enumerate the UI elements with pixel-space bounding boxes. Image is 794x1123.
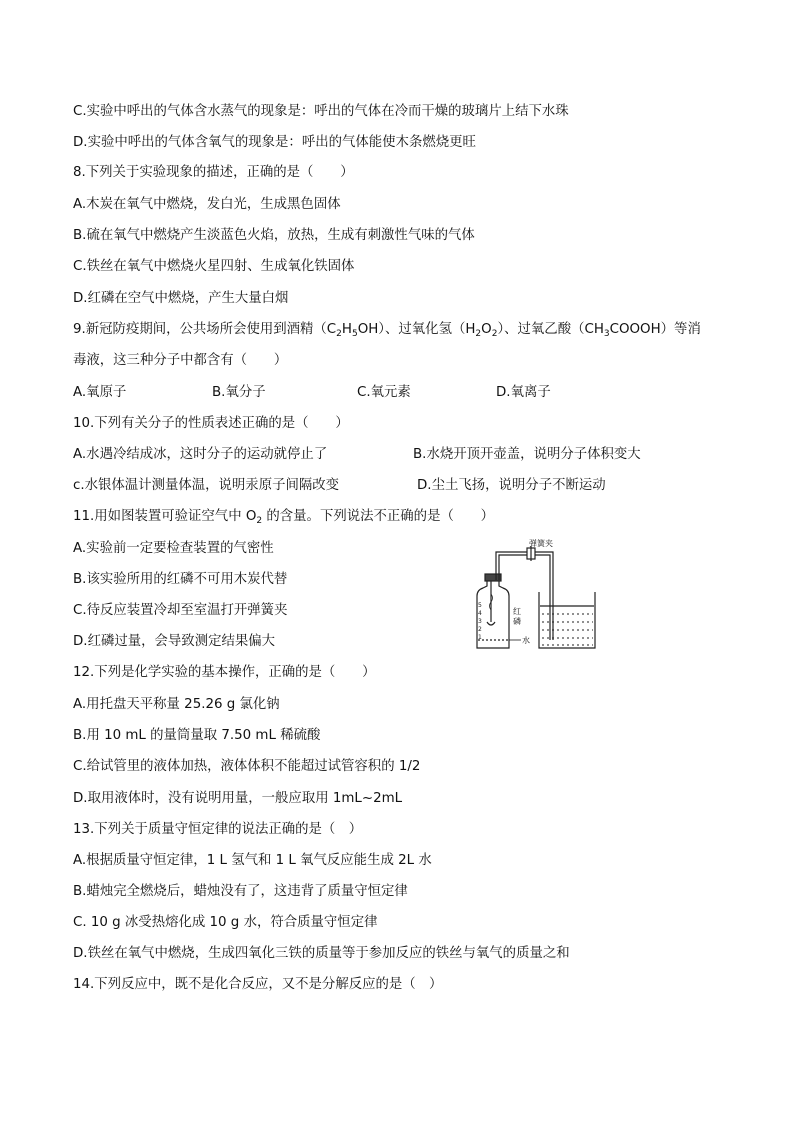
q9-stem-line2: 毒液，这三种分子中都含有（ ） [73,353,288,368]
phosphorus-spoon-bowl [487,622,495,625]
phosphorus-label [513,606,524,626]
q11-option-d: D.红磷过量，会导致测定结果偏大 [73,634,276,649]
q12-stem: 12.下列是化学实验的基本操作，正确的是（ ） [73,665,376,680]
q13-option-d: D.铁丝在氧气中燃烧，生成四氧化三铁的质量等于参加反应的铁丝与氧气的质量之和 [73,946,570,961]
q11-option-b: B.该实验所用的红磷不可用木炭代替 [73,572,288,587]
q7-option-c: C.实验中呼出的气体含水蒸气的现象是：呼出的气体在冷而干燥的玻璃片上结下水珠 [73,104,569,119]
q12-option-d: D.取用液体时，没有说明用量，一般应取用 1mL~2mL [73,791,403,806]
q13-option-b: B.蜡烛完全燃烧后，蜡烛没有了，这违背了质量守恒定律 [73,884,408,899]
scale-mark-2: 2 [478,626,482,633]
q13-option-c: C. 10 g 冰受热熔化成 10 g 水，符合质量守恒定律 [73,915,378,930]
q8-option-d: D.红磷在空气中燃烧，产生大量白烟 [73,291,289,306]
water-label: 水 [522,636,530,645]
q11-option-a: A.实验前一定要检查装置的气密性 [73,541,274,556]
q10-option-b: B.水烧开顶开壶盖，说明分子体积变大 [413,447,641,462]
phosphorus-label-line1: 红 [513,607,521,616]
q10-option-a: A.水遇冷结成冰，这时分子的运动就停止了 [73,447,328,462]
q10-stem: 10.下列有关分子的性质表述正确的是（ ） [73,416,349,431]
q8-stem: 8.下列关于实验现象的描述，正确的是（ ） [73,165,354,180]
q11-stem: 11.用如图装置可验证空气中 $O_2$ 的含量。下列说法不正确的是（ ） [73,509,495,526]
q12-option-c: C.给试管里的液体加热，液体体积不能超过试管容积的 1/2 [73,759,421,774]
phosphorus-label-line2: 磷 [513,617,521,626]
bottle-scale [478,602,482,641]
q9-option-b: B.氧分子 [212,385,266,400]
scale-mark-4: 4 [478,610,482,617]
q8-option-b: B.硫在氧气中燃烧产生淡蓝色火焰，放热，生成有刺激性气味的气体 [73,228,475,243]
beaker [539,592,595,648]
q9-option-a: A.氧原子 [73,385,127,400]
q13-stem: 13.下列关于质量守恒定律的说法正确的是（ ） [73,822,363,837]
q10-option-c: c.水银体温计测量体温，说明汞原子间隔改变 [73,478,340,493]
q12-option-b: B.用 10 mL 的量筒量取 7.50 mL 稀硫酸 [73,728,321,743]
scale-mark-5: 5 [478,602,482,609]
q14-stem: 14.下列反应中，既不是化合反应，又不是分解反应的是（ ） [73,977,443,992]
q8-option-c: C.铁丝在氧气中燃烧火星四射、生成氧化铁固体 [73,259,355,274]
q9-option-d: D.氧离子 [496,385,551,400]
spring-clip-label: 弹簧夹 [529,539,553,548]
connecting-tube-inner [499,555,550,640]
scale-mark-1: 1 [478,634,482,641]
q8-option-a: A.木炭在氧气中燃烧，发白光，生成黑色固体 [73,197,341,212]
connecting-tube [496,552,553,640]
apparatus-figure [463,539,599,650]
q10-option-d: D.尘土飞扬，说明分子不断运动 [417,478,606,493]
q13-option-a: A.根据质量守恒定律，1 L 氢气和 1 L 氧气反应能生成 2L 水 [73,853,432,868]
scale-mark-3: 3 [478,618,482,625]
q12-option-a: A.用托盘天平称量 25.26 g 氯化钠 [73,697,280,712]
q11-option-c: C.待反应装置冷却至室温打开弹簧夹 [73,603,288,618]
q7-option-d: D.实验中呼出的气体含氧气的现象是：呼出的气体能使木条燃烧更旺 [73,135,476,150]
q9-option-c: C.氧元素 [357,385,411,400]
q9-stem: 9.新冠防疫期间，公共场所会使用到酒精$(C_2H_5OH)$、过氧化氢$(H_2O_2)$、过氧乙酸$(CH_3COOOH)$等消 [73,322,701,339]
